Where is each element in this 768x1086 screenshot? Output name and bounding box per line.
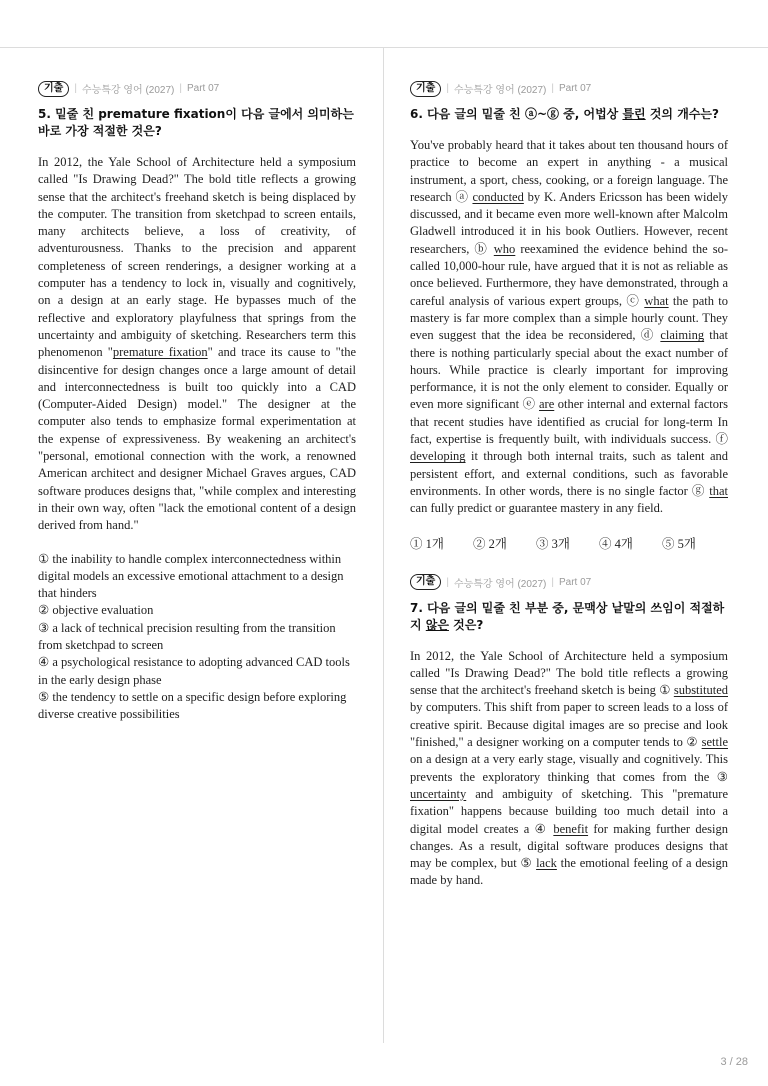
left-column (38, 80, 356, 724)
question-source: 기출 | 수능특강 영어 (2027) | Part 07 (410, 80, 728, 97)
question-5-options (38, 551, 356, 724)
option-1[interactable]: ① the inability to handle complex interconnectedness within digital models an excessive emotional attachment to a design that hinders (38, 551, 344, 601)
option-4[interactable]: ④ 4개 (599, 536, 633, 551)
question-7 (410, 574, 728, 890)
question-source: 기출 | 수능특강 영어 (2027) | Part 07 (38, 80, 356, 97)
option-4[interactable]: ④ a psychological resistance to adopting advanced CAD tools in the early design phase (38, 655, 350, 687)
question-6-options (410, 534, 728, 552)
option-1[interactable]: ① 1개 (410, 536, 444, 551)
source-label: 수능특강 영어 (2027) (81, 85, 175, 96)
question-6 (410, 80, 728, 552)
part-label: Part 07 (558, 83, 592, 94)
question-7-title: 7. 다음 글의 밑줄 친 부분 중, 문맥상 낱말의 쓰임이 적절하지 않은 것은? (410, 600, 725, 632)
question-6-title: 6. 다음 글의 밑줄 친 ⓐ~ⓖ 중, 어법상 틀린 것의 개수는? (410, 107, 719, 121)
part-label: Part 07 (186, 83, 220, 94)
option-5[interactable]: ⑤ the tendency to settle on a specific design before exploring diverse creative possibilities (38, 689, 347, 722)
question-6-passage: You've probably heard that it takes about ten thousand hours of practice to become an expert in anything - a musical instrument, a sport, chess, cooking, or a foreign language. The research ⓐ conducted by K. Anders Ericsson has been widely discussed, and it became even more well-known after Malcolm Gladwell introduced it in his book Outliers. However, recent researchers, ⓑ who reexamined the evidence behind the so-called 10,000-hour rule, have argued that it is not as reliable as once believed. Furthermore, they have demonstrated, through a careful analysis of various expert groups, ⓒ what the path to mastery is far more complex than a simple hourly count. They even suggest that the idea be reconsidered, ⓓ claiming that there is nothing particularly special about the exact number of hours. While practice is clearly important for improving performance, it is not the only element to consider. Equally or even more significant ⓔ are other internal and external factors that recent studies have identified as crucial for long-term In fact, expertise is frequently built, with individuals success. ⓕ developing it through both internal traits, such as talent and persistent effort, and external conditions, such as favorable environments. In other words, there is no single factor ⓖ that can fully predict or guarantee mastery in any field. (410, 138, 729, 516)
past-exam-badge: 기출 (410, 574, 441, 590)
past-exam-badge: 기출 (38, 81, 69, 97)
option-2[interactable]: ② objective evaluation (38, 603, 154, 618)
source-label: 수능특강 영어 (2027) (453, 85, 547, 96)
page-number: 3 / 28 (720, 1056, 748, 1068)
option-2[interactable]: ② 2개 (473, 536, 507, 551)
right-column (410, 80, 728, 890)
option-3[interactable]: ③ a lack of technical precision resulting from the transition from sketchpad to screen (38, 620, 336, 653)
underlined-phrase: premature fixation (112, 345, 208, 360)
part-label: Part 07 (558, 576, 592, 588)
question-source: 기출 | 수능특강 영어 (2027) | Part 07 (410, 574, 728, 591)
question-5-passage: In 2012, the Yale School of Architecture held a symposium called "Is Drawing Dead?" The bold title reflects a growing sense that the architect's freehand sketch is being displaced by the computer. The transition from sketchpad to screen entails, many architects believe, a loss of creativity, of adventurousness. Thanks to the precision and apparent completeness of screen renderings, a designer working at a computer has a tendency to lock in, visually and cognitively, on a design at an early stage. He bypasses much of the reflective and exploratory playfulness that springs from the uncertainty and ambiguity of sketching. Researchers term this phenomenon "premature fixation" and trace its cause to "the disincentive for design changes once a large amount of detail and interconnectedness is built too quickly into a CAD (Computer-Aided Design) model." The designer at the computer also tends to emphasize formal experimentation at the expense of expressiveness. By weakening an architect's "personal, emotional connection with the work, a renowned American architect and designer Michael Graves argues, CAD software produces designs that, "while complex and interesting in their own way, often "lack the emotional content of a design derived from hand." (38, 155, 357, 533)
source-label: 수능특강 영어 (2027) (453, 578, 547, 590)
question-5-title: 5. 밑줄 친 premature fixation이 다음 글에서 의미하는 바로 가장 적절한 것은? (38, 107, 354, 138)
past-exam-badge: 기출 (410, 81, 441, 97)
option-3[interactable]: ③ 3개 (536, 536, 570, 551)
option-5[interactable]: ⑤ 5개 (662, 536, 696, 551)
question-7-passage: In 2012, the Yale School of Architecture held a symposium called "Is Drawing Dead?" The bold title reflects a growing sense that the architect's freehand sketch is being ① substituted by computers. This shift from paper to screen leads to a loss of creative spirit. Because digital images are so precise and look "finished," a designer working on a computer tends to ② settle on a design at a very early stage, visually and cognitively. This prevents the exploratory thinking that comes from the ③ uncertainty and ambiguity of sketching. This "premature fixation" happens because building too much detail into a digital model creates a ④ benefit for making further design changes. As a result, digital software produces designs that may be complex, but ⑤ lack the emotional feeling of a design made by hand. (410, 648, 728, 888)
header-rule (0, 47, 768, 48)
column-divider (383, 48, 384, 1043)
